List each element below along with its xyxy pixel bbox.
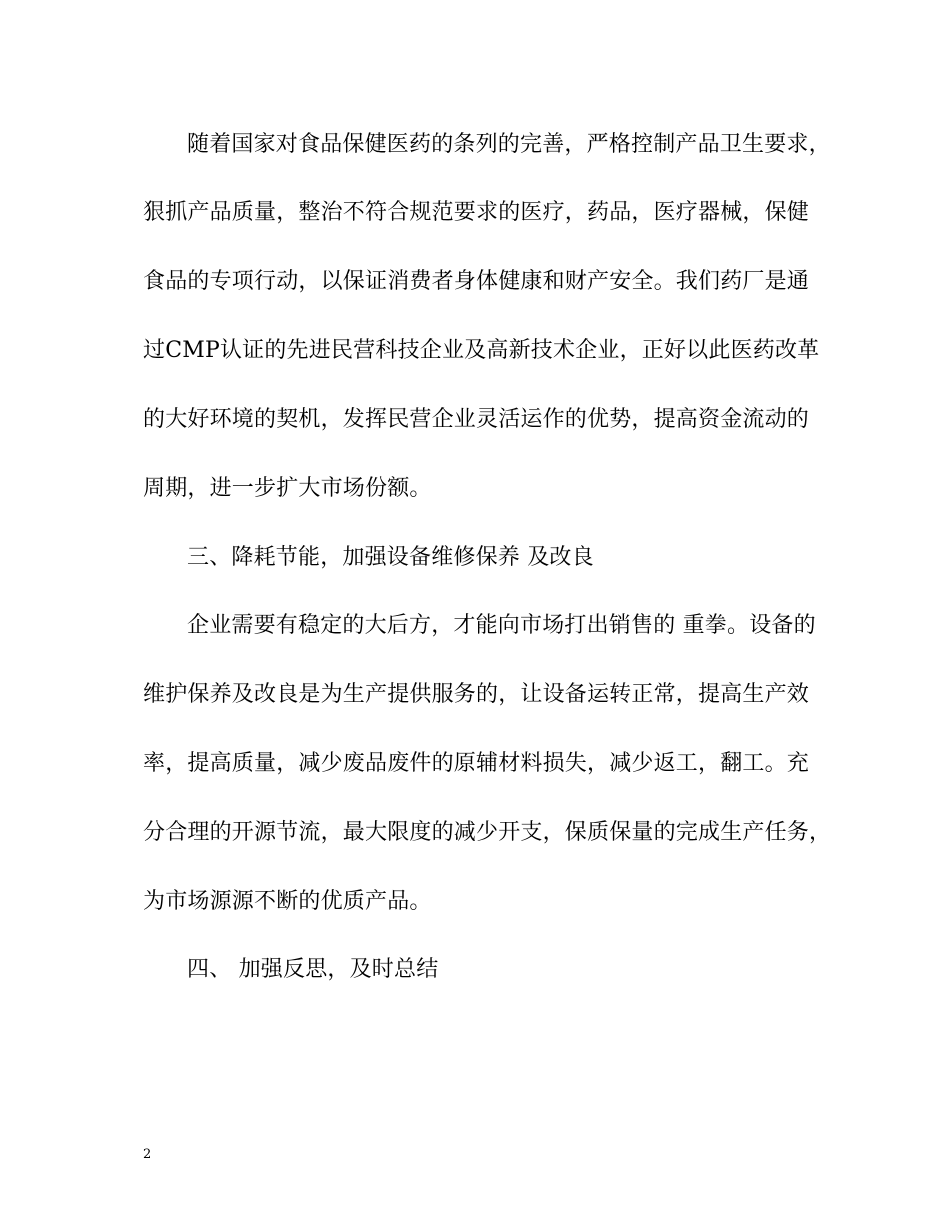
paragraph-line: 周期，进一步扩大市场份额。 <box>143 476 432 501</box>
paragraph-line: 分合理的开源节流，最大限度的减少开支，保质保量的完成生产任务， <box>143 820 832 845</box>
paragraph-line: 企业需要有稳定的大后方，才能向市场打出销售的 重拳。设备的 <box>187 613 816 638</box>
paragraph-line: 随着国家对食品保健医药的条列的完善，严格控制产品卫生要求， <box>187 132 831 157</box>
paragraph-line: 食品的专项行动，以保证消费者身体健康和财产安全。我们药厂是通 <box>143 269 810 294</box>
paragraph-line: 率，提高质量，减少废品废件的原辅材料损失，减少返工，翻工。充 <box>143 751 810 776</box>
page-number: 2 <box>143 1147 152 1162</box>
paragraph-line: 为市场源源不断的优质产品。 <box>143 889 432 914</box>
section-heading-4: 四、 加强反思，及时总结 <box>187 957 439 982</box>
paragraph-line: 维护保养及改良是为生产提供服务的，让设备运转正常，提高生产效 <box>143 682 810 707</box>
paragraph-line: 的大好环境的契机，发挥民营企业灵活运作的优势，提高资金流动的 <box>143 407 810 432</box>
section-heading-3: 三、降耗节能，加强设备维修保养 及改良 <box>187 545 594 570</box>
paragraph-line: 狠抓产品质量，整治不符合规范要求的医疗，药品，医疗器械，保健 <box>143 200 810 225</box>
paragraph-line: 过CMP认证的先进民营科技企业及高新技术企业，正好以此医药改革 <box>143 338 820 363</box>
